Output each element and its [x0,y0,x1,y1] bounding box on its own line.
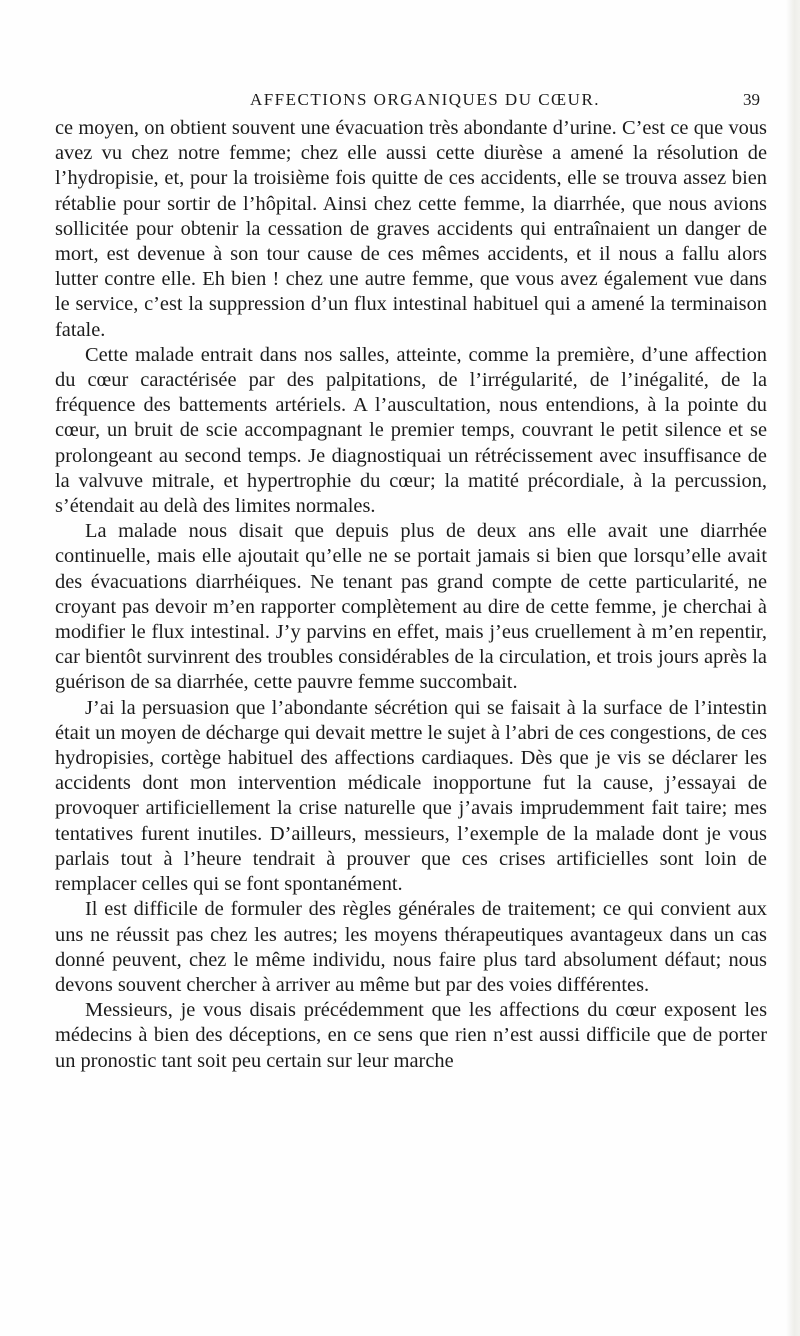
paragraph-treatment-rules: Il est difficile de formuler des règles générales de traitement; ce qui convient aux uns ne réussit pas chez les autres; les moyens thérapeutiques avantageux dans un cas donné peuvent, chez le même individu, nous faire plus tard absolument défaut; nous devons souvent chercher à arriver au même but par des voies différentes. [55,898,767,996]
paragraph-continuation: ce moyen, on obtient souvent une évacuation très abondante d’urine. C’est ce que vous avez vu chez notre femme; chez elle aussi cette diurèse a amené la résolution de l’hydropisie, et, pour la troisième fois quitte de ces accidents, elle se trouva assez bien rétablie pour sortir de l’hôpital. Ainsi chez cette femme, la diarrhée, que nous avions sollicitée pour obtenir la cessation de graves accidents qui entraînaient un danger de mort, est devenue à son tour cause de ces mêmes accidents, et il nous a fallu alors lutter contre elle. Eh bien ! chez une autre femme, que vous avez également vue dans le service, c’est la suppression d’un flux intestinal habituel qui a amené la terminaison fatale. [55,117,767,341]
running-head [90,86,760,110]
page-number: 39 [743,90,760,109]
page-edge-shadow [786,0,800,1336]
paragraph-case-description: Cette malade entrait dans nos salles, atteinte, comme la première, d’une affection du cœur caractérisée par des palpitations, de l’irrégularité, de l’inégalité, de la fréquence des battements artériels. A l’auscultation, nous entendions, à la pointe du cœur, un bruit de scie accompagnant le premier temps, couvrant le petit silence et se prolongeant au second temps. Je diagnostiquai un rétrécissement avec insuffisance de la valvuve mitrale, et hypertrophie du cœur; la matité précordiale, à la percussion, s’étendait au delà des limites normales. [55,343,767,518]
paragraph-persuasion: J’ai la persuasion que l’abondante sécrétion qui se faisait à la surface de l’intestin était un moyen de décharge qui devait mettre le sujet à l’abri de ces congestions, de ces hydropisies, cortège habituel des affections cardiaques. Dès que je vis se déclarer les accidents dont mon intervention médicale inopportune fut la cause, j’essayai de provoquer artificiellement la crise naturelle que j’avais imprudemment fait taire; mes tentatives furent inutiles. D’ailleurs, messieurs, l’exemple de la malade dont je vous parlais tout à l’heure tendrait à prouver que ces crises artificielles sont loin de remplacer celles qui se font spontanément. [55,696,767,896]
paragraph-prognosis: Messieurs, je vous disais précédemment que les affections du cœur exposent les médecins à bien des déceptions, en ce sens que rien n’est aussi difficile que de porter un pronostic tant soit peu certain sur leur marche [55,999,767,1072]
paragraph-diarrhea-history: La malade nous disait que depuis plus de deux ans elle avait une diarrhée continuelle, mais elle ajoutait qu’elle ne se portait jamais si bien que lorsqu’elle avait des évacuations diarrhéiques. Ne tenant pas grand compte de cette particularité, ne croyant pas devoir m’en rapporter complètement au dire de cette femme, je cherchai à modifier le flux intestinal. J’y parvins en effet, mais j’eus cruellement à m’en repentir, car bientôt survinrent des troubles considérables de la circulation, et trois jours après la guérison de sa diarrhée, cette pauvre femme succombait. [55,520,767,694]
running-title: AFFECTIONS ORGANIQUES DU CŒUR. [249,90,601,109]
body-text [55,116,767,1074]
